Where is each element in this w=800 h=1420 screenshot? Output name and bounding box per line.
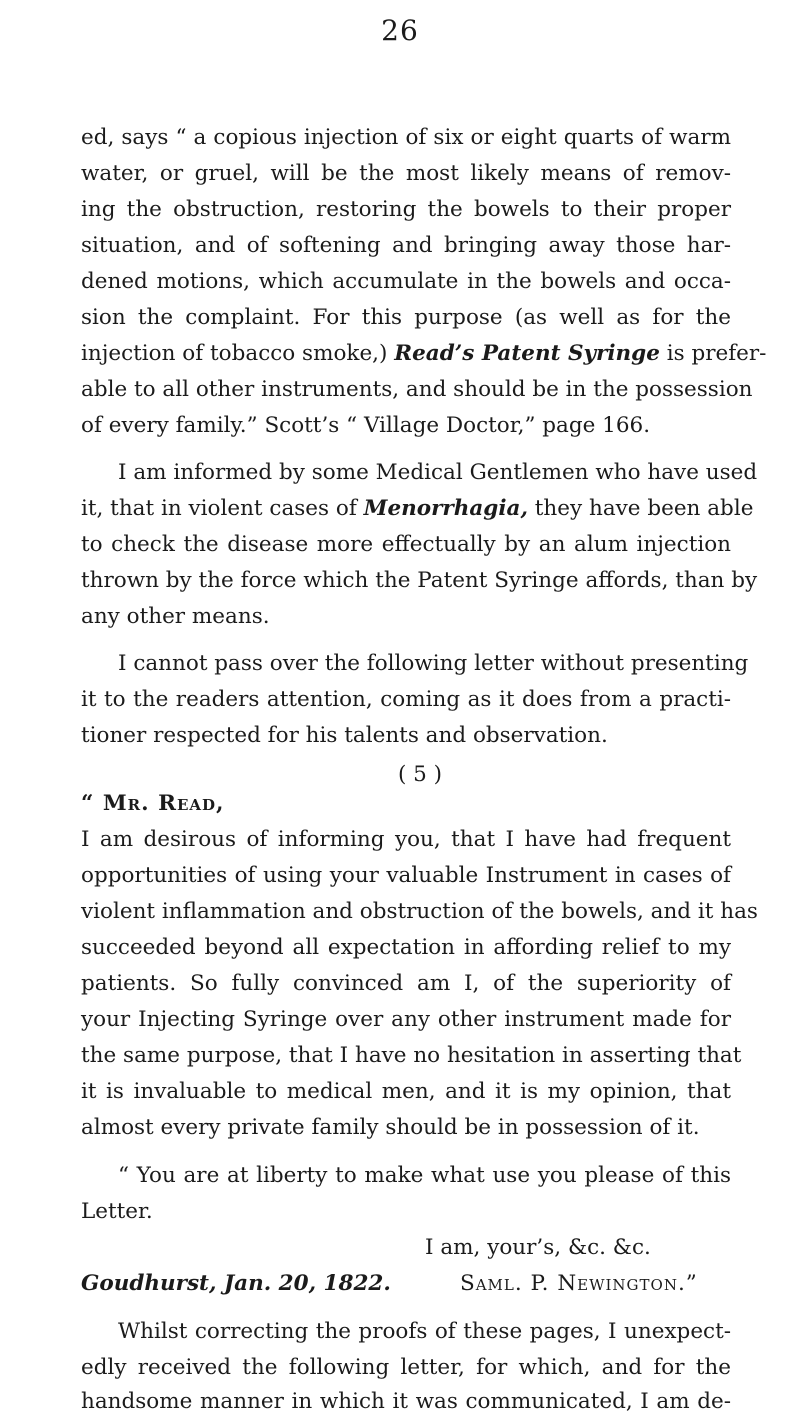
place-date-text: Goudhurst, Jan. 20, 1822. (81, 1271, 391, 1296)
text-line: water, or gruel, will be the most likely means of remov- (81, 161, 731, 186)
text-line: your Injecting Syringe over any other instrument made for (81, 1007, 731, 1032)
page-number: 26 (381, 14, 419, 47)
text-line: Whilst correcting the proofs of these pages, I unexpect- (118, 1319, 731, 1344)
text-line: I am informed by some Medical Gentlemen who have used (118, 460, 758, 485)
letter-closing: I am, your’s, &c. &c. (425, 1235, 651, 1260)
text-line: any other means. (81, 604, 270, 629)
text-line: of every family.” Scott’s “ Village Doctor,” page 166. (81, 413, 651, 438)
text-line (81, 491, 754, 527)
letter-place-date (81, 1266, 391, 1302)
text-segment: it, that in violent cases of (81, 496, 357, 521)
letter-number: ( 5 ) (397, 762, 443, 787)
text-line: edly received the following letter, for which, and for the (81, 1355, 731, 1380)
text-segment: is prefer- (666, 341, 767, 366)
text-line: situation, and of softening and bringing away those har- (81, 233, 731, 258)
text-segment: injection of tobacco smoke,) (81, 341, 388, 366)
text-line: opportunities of using your valuable Instrument in cases of (81, 863, 731, 888)
text-line: ed, says “ a copious injection of six or eight quarts of warm (81, 125, 731, 150)
text-line: handsome manner in which it was communicated, I am de- (81, 1389, 731, 1414)
text-line: I cannot pass over the following letter without presenting (118, 651, 749, 676)
text-line: violent inflammation and obstruction of the bowels, and it has (81, 899, 758, 924)
text-line: the same purpose, that I have no hesitation in asserting that (81, 1043, 742, 1068)
letter-signature: Saml. P. Newington.” (460, 1271, 698, 1296)
text-line (81, 336, 767, 372)
text-line: succeeded beyond all expectation in affording relief to my (81, 935, 731, 960)
text-line: Letter. (81, 1199, 153, 1224)
letter-salutation: “ Mr. Read, (81, 791, 225, 816)
text-line: to check the disease more effectually by an alum injection (81, 532, 731, 557)
text-line: almost every private family should be in possession of it. (81, 1115, 700, 1140)
text-line: I am desirous of informing you, that I have had frequent (81, 827, 731, 852)
text-line: it is invaluable to medical men, and it is my opinion, that (81, 1079, 731, 1104)
text-line: sion the complaint. For this purpose (as well as for the (81, 305, 731, 330)
text-line: it to the readers attention, coming as it does from a practi- (81, 687, 731, 712)
text-line: thrown by the force which the Patent Syringe affords, than by (81, 568, 758, 593)
text-line: ing the obstruction, restoring the bowels to their proper (81, 197, 731, 222)
medical-term: Menorrhagia, (363, 496, 528, 521)
text-segment: they have been able (534, 496, 754, 521)
text-line: patients. So fully convinced am I, of the superiority of (81, 971, 731, 996)
text-line: dened motions, which accumulate in the bowels and occa- (81, 269, 731, 294)
product-name: Read’s Patent Syringe (394, 341, 660, 366)
text-line: able to all other instruments, and should be in the possession (81, 377, 753, 402)
text-line: tioner respected for his talents and observation. (81, 723, 608, 748)
text-line: “ You are at liberty to make what use you please of this (118, 1163, 731, 1188)
